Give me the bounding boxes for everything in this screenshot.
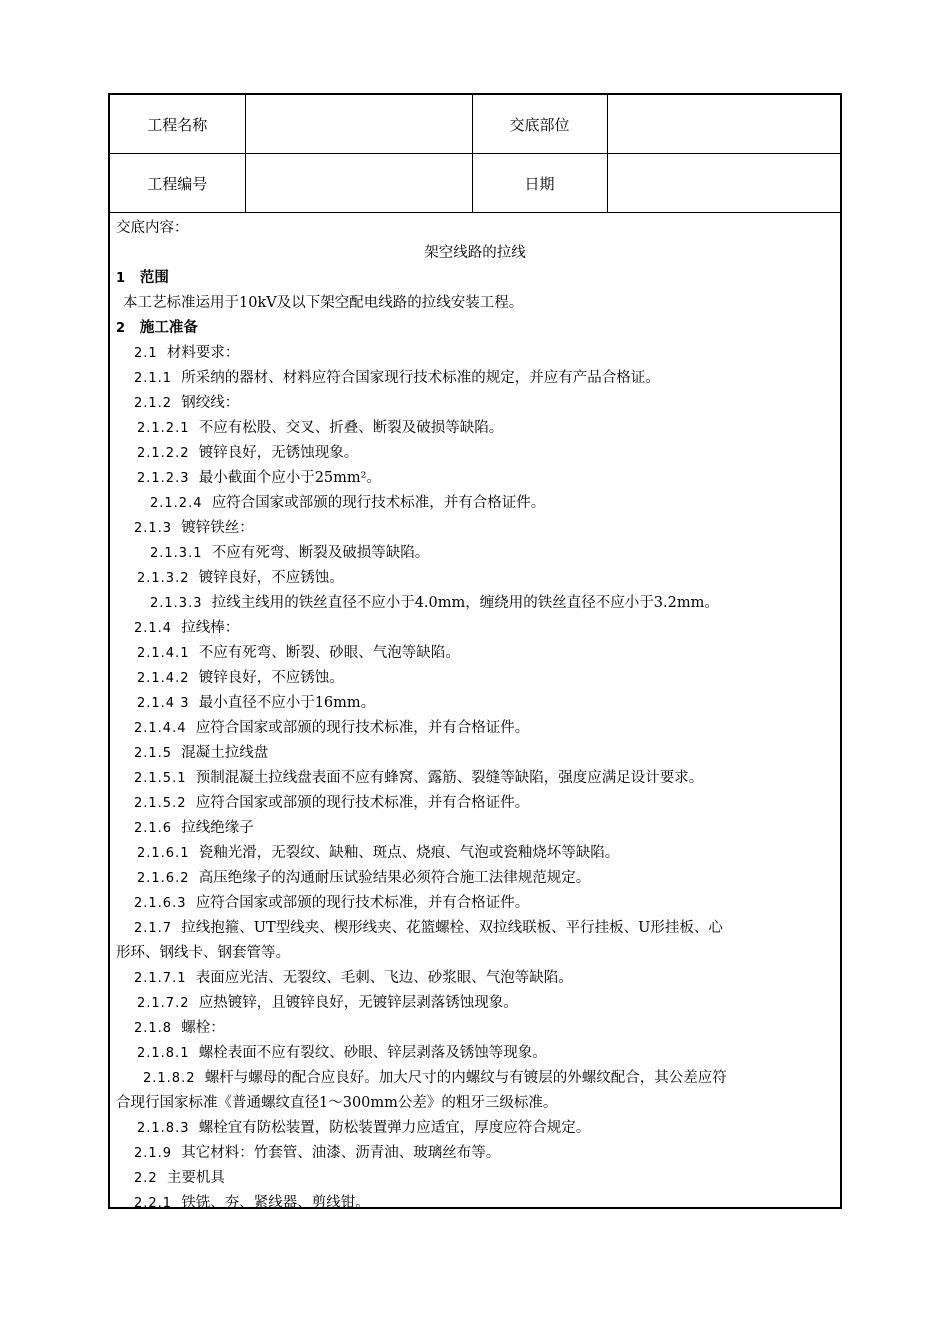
- spacer: [158, 345, 167, 361]
- line-text: 螺栓表面不应有裂纹、砂眼、锌层剥落及锈蚀等现象。: [198, 1045, 547, 1061]
- content-line: [137, 693, 375, 714]
- content-line: [137, 443, 358, 464]
- section-number: 2.1.6.3: [134, 896, 187, 911]
- section-number: 2.1.2.1: [137, 421, 190, 436]
- spacer: [195, 1070, 204, 1086]
- section-number: 2.1.2.2: [137, 446, 190, 461]
- line-text: 拉线抱箍、UT型线夹、楔形线夹、花篮螺栓、双拉线联板、平行挂板、U形挂板、心: [181, 920, 723, 936]
- spacer: [189, 995, 198, 1011]
- section-number: 2.1.4: [134, 621, 173, 636]
- content-line: [134, 518, 254, 539]
- section-number: 2.1.8.2: [143, 1071, 196, 1086]
- line-text: 镀锌良好，无锈蚀现象。: [198, 445, 359, 461]
- section-number: 2.1.3.3: [150, 596, 203, 611]
- line-text: 最小截面个应小于25mm²。: [198, 470, 381, 486]
- section-number: 2.1.9: [134, 1146, 173, 1161]
- spacer: [189, 445, 198, 461]
- line-text: 应符合国家或部颁的现行技术标准，并有合格证件。: [211, 495, 546, 511]
- section-number: 2.1: [134, 346, 158, 361]
- section-number: 2.1.3.1: [150, 546, 203, 561]
- content-line: [137, 1118, 590, 1139]
- content-line: [123, 293, 523, 313]
- line-text: 镀锌铁丝：: [181, 520, 254, 536]
- project-name-value[interactable]: [245, 95, 472, 154]
- section-number: 2.1.8.1: [137, 1046, 190, 1061]
- location-value[interactable]: [607, 95, 840, 154]
- content-line: [143, 1068, 727, 1089]
- section-number: 2.1.8: [134, 1021, 173, 1036]
- line-text: 应符合国家或部颁的现行技术标准，并有合格证件。: [195, 895, 530, 911]
- line-text: 应符合国家或部颁的现行技术标准，并有合格证件。: [195, 720, 530, 736]
- spacer: [172, 1145, 181, 1161]
- line-text: 本工艺标准运用于10kV及以下架空配电线路的拉线安装工程。: [123, 295, 524, 311]
- content-line: [137, 843, 619, 864]
- content-line: [137, 868, 590, 889]
- spacer: [189, 570, 198, 586]
- content-line: [134, 1143, 500, 1164]
- location-label: 交底部位: [472, 95, 607, 154]
- content-line: [137, 418, 503, 439]
- line-text: 表面应光洁、无裂纹、毛刺、飞边、砂浆眼、气泡等缺陷。: [195, 970, 573, 986]
- section-number: 2.1.2: [134, 396, 173, 411]
- content-line: [134, 368, 660, 389]
- line-text: 形环、钢线卡、钢套管等。: [116, 945, 290, 961]
- line-text: 镀锌良好，不应锈蚀。: [198, 570, 344, 586]
- document-frame: [108, 93, 842, 1209]
- doc-title: 架空线路的拉线: [424, 245, 526, 261]
- spacer: [172, 745, 181, 761]
- section-number: 2.1.4 3: [137, 696, 190, 711]
- line-text: 范围: [139, 269, 169, 286]
- line-text: 合现行国家标准《普通螺纹直径1～300mm公差》的粗牙三级标准。: [116, 1095, 558, 1111]
- line-text: 不应有死弯、断裂、砂眼、气泡等缺陷。: [198, 645, 460, 661]
- spacer: [189, 695, 198, 711]
- line-text: 镀锌良好，不应锈蚀。: [198, 670, 344, 686]
- content-line: [137, 1043, 547, 1064]
- header-table: [110, 95, 840, 213]
- spacer: [126, 270, 140, 286]
- line-text: 螺栓：: [181, 1020, 225, 1036]
- section-number: 2.1.3: [134, 521, 173, 536]
- spacer: [172, 1195, 181, 1211]
- content-line: [137, 668, 344, 689]
- line-text: 铁铣、夯、紧线器、剪线钳。: [181, 1195, 370, 1211]
- section-number: 2.1.4.2: [137, 671, 190, 686]
- section-number: 2.1.3.2: [137, 571, 190, 586]
- project-no-value[interactable]: [245, 154, 472, 213]
- spacer: [172, 620, 181, 636]
- spacer: [189, 670, 198, 686]
- date-value[interactable]: [607, 154, 840, 213]
- content-line: [137, 993, 518, 1014]
- spacer: [186, 970, 195, 986]
- line-text: 混凝土拉线盘: [181, 745, 269, 761]
- content-line: [134, 818, 254, 839]
- spacer: [186, 795, 195, 811]
- content-line: [134, 918, 723, 939]
- content-line: [134, 743, 268, 764]
- content-label: 交底内容：: [116, 220, 189, 236]
- section-number: 2.1.2.3: [137, 471, 190, 486]
- section-number: 1: [116, 271, 127, 286]
- content-line: [134, 618, 239, 639]
- content-line: [134, 393, 239, 414]
- spacer: [186, 770, 195, 786]
- line-text: 材料要求：: [166, 345, 240, 361]
- content-line: [150, 543, 429, 564]
- line-text: 所采纳的器材、材料应符合国家现行技术标准的规定，并应有产品合格证。: [181, 370, 660, 386]
- section-number: 2.1.6.1: [137, 846, 190, 861]
- content-line: [116, 1093, 557, 1113]
- spacer: [202, 545, 211, 561]
- line-text: 拉线棒：: [181, 620, 240, 636]
- section-number: 2.1.6.2: [137, 871, 190, 886]
- section-number: 2.1.5.1: [134, 771, 187, 786]
- content-line: [134, 968, 573, 989]
- line-text: 不应有死弯、断裂及破损等缺陷。: [211, 545, 430, 561]
- line-text: 拉线绝缘子: [181, 820, 254, 836]
- line-text: 主要机具: [166, 1170, 225, 1186]
- date-label: 日期: [472, 154, 607, 213]
- section-number: 2.1.5: [134, 746, 173, 761]
- content-line: [134, 768, 703, 789]
- section-number: 2.1.6: [134, 821, 173, 836]
- section-number: 2.1.7.2: [137, 996, 190, 1011]
- spacer: [186, 895, 195, 911]
- content-line: [134, 718, 529, 739]
- content-line: [116, 943, 290, 963]
- content-line: [134, 343, 239, 364]
- content-line: [134, 1193, 370, 1214]
- line-text: 应热镀锌，且镀锌良好，无镀锌层剥落锈蚀现象。: [198, 995, 518, 1011]
- section-number: 2.1.7: [134, 921, 173, 936]
- spacer: [189, 420, 198, 436]
- spacer: [172, 1020, 181, 1036]
- section-number: 2.1.7.1: [134, 971, 187, 986]
- content-line: [116, 268, 169, 289]
- spacer: [172, 395, 181, 411]
- section-number: 2.1.1: [134, 371, 173, 386]
- line-text: 施工准备: [139, 319, 198, 336]
- content-line: [150, 593, 719, 614]
- line-text: 最小直径不应小于16mm。: [198, 695, 376, 711]
- content-line: [137, 568, 344, 589]
- content-line: [134, 793, 529, 814]
- section-number: 2.2: [134, 1171, 158, 1186]
- spacer: [189, 870, 198, 886]
- spacer: [172, 920, 181, 936]
- content-line: [137, 468, 381, 489]
- line-text: 拉线主线用的铁丝直径不应小于4.0mm，缠绕用的铁丝直径不应小于3.2mm。: [211, 595, 719, 611]
- spacer: [172, 520, 181, 536]
- content-line: [134, 893, 529, 914]
- line-text: 应符合国家或部颁的现行技术标准，并有合格证件。: [195, 795, 530, 811]
- content-line: [137, 643, 460, 664]
- line-text: 高压绝缘子的沟通耐压试验结果必须符合施工法律规范规定。: [198, 870, 591, 886]
- section-number: 2.2.1: [134, 1196, 173, 1211]
- spacer: [172, 820, 181, 836]
- line-text: 不应有松股、交叉、折叠、断裂及破损等缺陷。: [198, 420, 504, 436]
- spacer: [189, 470, 198, 486]
- line-text: 螺杆与螺母的配合应良好。加大尺寸的内螺纹与有镀层的外螺纹配合，其公差应符: [204, 1070, 727, 1086]
- section-number: 2: [116, 321, 127, 336]
- content-line: [134, 1168, 225, 1189]
- spacer: [172, 370, 181, 386]
- content-line: [116, 318, 198, 339]
- line-text: 钢绞线：: [181, 395, 240, 411]
- content-line: [150, 493, 545, 514]
- section-number: 2.1.8.3: [137, 1121, 190, 1136]
- line-text: 预制混凝土拉线盘表面不应有蜂窝、露筋、裂缝等缺陷，强度应满足设计要求。: [195, 770, 704, 786]
- spacer: [202, 495, 211, 511]
- line-text: 其它材料：竹套管、油漆、沥青油、玻璃丝布等。: [181, 1145, 501, 1161]
- line-text: 螺栓宜有防松装置，防松装置弹力应适宜，厚度应符合规定。: [198, 1120, 591, 1136]
- spacer: [189, 1120, 198, 1136]
- spacer: [189, 845, 198, 861]
- spacer: [189, 1045, 198, 1061]
- project-no-label: 工程编号: [110, 154, 245, 213]
- content-line: [134, 1018, 225, 1039]
- section-number: 2.1.4.4: [134, 721, 187, 736]
- spacer: [189, 645, 198, 661]
- spacer: [202, 595, 211, 611]
- line-text: 瓷釉光滑，无裂纹、缺釉、斑点、烧痕、气泡或瓷釉烧坏等缺陷。: [198, 845, 620, 861]
- project-name-label: 工程名称: [110, 95, 245, 154]
- spacer: [158, 1170, 167, 1186]
- section-number: 2.1.2.4: [150, 496, 203, 511]
- section-number: 2.1.5.2: [134, 796, 187, 811]
- spacer: [186, 720, 195, 736]
- section-number: 2.1.4.1: [137, 646, 190, 661]
- spacer: [126, 320, 140, 336]
